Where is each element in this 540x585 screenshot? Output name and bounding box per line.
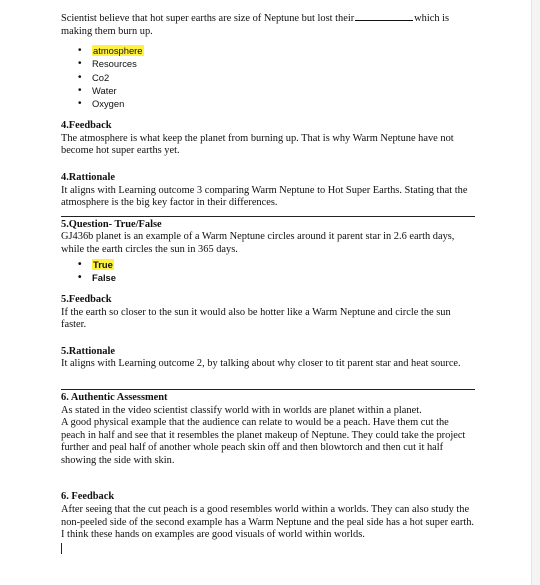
feedback4-section [61, 120, 475, 158]
feedback5-heading: 5.Feedback [61, 293, 112, 305]
feedback5-section [61, 294, 475, 332]
assessment6-heading: 6. Authentic Assessment [61, 391, 168, 403]
question5-text: GJ436b planet is an example of a Warm Neptune circles around it parent star in 2.6 earth days, while the earth circles the sun in 365 days. [61, 231, 455, 255]
question5-options [61, 258, 475, 284]
option-label: Resources [92, 58, 137, 70]
feedback5-text: If the earth so closer to the sun it would also be hotter like a Warm Neptune and circle the sun faster. [61, 306, 451, 331]
fill-in-blank [355, 11, 413, 21]
option-resources [78, 57, 475, 70]
assessment6-line2: A good physical example that the audience can relate to would be a peach. Have them cut the peach in half and see that it resembles the planet makeup of Neptune. They could take the project further and peal half of another whole peach skin off and then blowtorch and then cut it half showing the side with skin. [61, 417, 466, 466]
option-atmosphere [78, 44, 475, 57]
question4-prompt [61, 11, 475, 38]
feedback6-text: After seeing that the cut peach is a good resembles world within a worlds. They can also study the non-peeled side of the second example has a Warm Neptune and the peal side has a hot super earth. I think these hands on examples are good visuals of world within worlds. [61, 504, 475, 541]
rationale4-section [61, 172, 475, 210]
question4-prompt-end: which is making them burn up. [61, 13, 450, 37]
option-label: atmosphere [93, 45, 143, 57]
rationale4-text: It aligns with Learning outcome 3 comparing Warm Neptune to Hot Super Earths. Stating that the atmosphere is the big key factor in their differences. [61, 184, 468, 209]
option-water [78, 84, 475, 97]
question5-heading: 5.Question- True/False [61, 218, 162, 230]
option-label: True [93, 258, 113, 270]
section-divider [61, 216, 475, 217]
section-divider [61, 389, 475, 390]
option-label: Co2 [92, 71, 110, 83]
rationale5-heading: 5.Rattionale [61, 345, 115, 357]
feedback4-heading: 4.Feedback [61, 120, 112, 132]
feedback6-heading: 6. Feedback [61, 491, 115, 503]
option-label: Water [92, 84, 117, 96]
option-co2 [78, 71, 475, 84]
option-label: False [92, 271, 116, 283]
question4-prompt-start: Scientist believe that hot super earths are size of Neptune but lost their [61, 13, 355, 24]
question4-options [61, 44, 475, 110]
feedback6-section [61, 491, 475, 553]
assessment6-line1: As stated in the video scientist classify world with in worlds are planet within a planet. [61, 404, 422, 416]
question5-section [61, 219, 475, 284]
page-edge-shadow [531, 0, 540, 585]
option-true [78, 258, 475, 271]
assessment6-section [61, 392, 475, 468]
feedback4-text: The atmosphere is what keep the planet from burning up. That is why Warm Neptune have not become hot super earths yet. [61, 132, 454, 157]
option-label: Oxygen [92, 98, 125, 109]
rationale5-text: It aligns with Learning outcome 2, by talking about why closer to tit parent star and heat source. [61, 358, 461, 370]
rationale5-section [61, 346, 475, 371]
text-cursor [61, 543, 62, 554]
document-body[interactable] [61, 11, 475, 554]
option-oxygen [78, 97, 475, 110]
option-false [78, 271, 475, 284]
rationale4-heading: 4.Rattionale [61, 171, 115, 183]
